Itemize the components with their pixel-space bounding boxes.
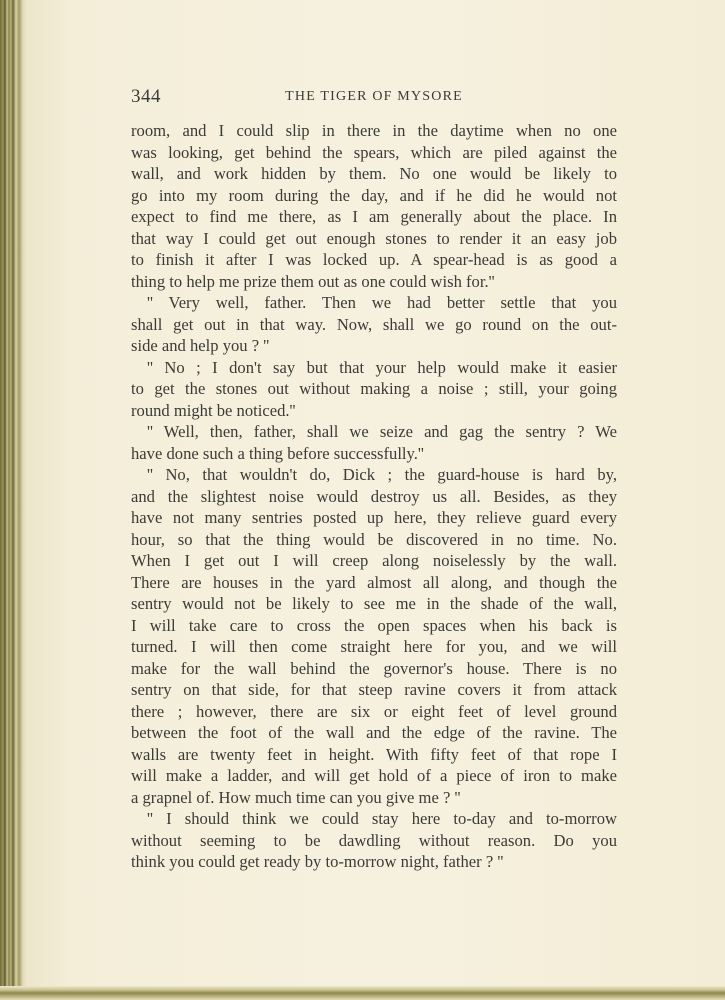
- text-line: sentry would not be likely to see me in the shade of the wall,: [131, 594, 617, 613]
- text-line: between the foot of the wall and the edge of the ravine. The: [131, 723, 617, 742]
- text-line: thing to help me prize them out as one could wish for.'': [131, 271, 495, 291]
- book-spine-edge: [0, 0, 28, 1000]
- page-header: [131, 86, 617, 108]
- text-line: round might be noticed.'': [131, 400, 296, 420]
- text-line: hour, so that the thing would be discovered in no time. No.: [131, 529, 617, 549]
- text-line: to get the stones out without making a noise ; still, your going: [131, 379, 617, 398]
- text-line: go into my room during the day, and if he did he would not: [131, 185, 617, 205]
- text-line: have done such a thing before successfully.'': [131, 443, 424, 463]
- text-line: will make a ladder, and will get hold of a piece of iron to make: [131, 766, 617, 785]
- text-line: that way I could get out enough stones to render it an easy job: [131, 228, 617, 248]
- page-bottom-edge: [0, 986, 725, 1000]
- text-line: wall, and work hidden by them. No one would be likely to: [131, 164, 617, 183]
- text-line: sentry on that side, for that steep ravine covers it from attack: [131, 680, 617, 699]
- text-line: turned. I will then come straight here for you, and we will: [131, 637, 617, 656]
- body-text: [131, 120, 617, 873]
- page-number: 344: [131, 86, 161, 107]
- text-line: '' Well, then, father, shall we seize and gag the sentry ? We: [147, 422, 617, 441]
- text-line: shall get out in that way. Now, shall we go round on the out-: [131, 314, 617, 334]
- text-line: and the slightest noise would destroy us all. Besides, as they: [131, 486, 617, 506]
- text-line: a grapnel of. How much time can you give me ? '': [131, 787, 461, 807]
- text-line: have not many sentries posted up here, they relieve guard every: [131, 508, 617, 527]
- text-line: think you could get ready by to-morrow night, father ? '': [131, 852, 504, 871]
- text-line: There are houses in the yard almost all along, and though the: [131, 572, 617, 592]
- text-line: walls are twenty feet in height. With fifty feet of that rope I: [131, 744, 617, 764]
- text-line: '' No ; I don't say but that your help would make it easier: [147, 357, 617, 377]
- text-line: '' Very well, father. Then we had better settle that you: [147, 293, 617, 312]
- text-line: without seeming to be dawdling without reason. Do you: [131, 830, 617, 850]
- text-line: '' No, that wouldn't do, Dick ; the guard-house is hard by,: [147, 465, 617, 484]
- text-line: make for the wall behind the governor's house. There is no: [131, 658, 617, 678]
- text-line: When I get out I will creep along noiselessly by the wall.: [131, 551, 617, 570]
- text-line: was looking, get behind the spears, which are piled against the: [131, 142, 617, 162]
- text-line: room, and I could slip in there in the daytime when no one: [131, 121, 617, 140]
- text-line: there ; however, there are six or eight feet of level ground: [131, 701, 617, 721]
- text-line: to finish it after I was locked up. A spear-head is as good a: [131, 250, 617, 269]
- text-line: expect to find me there, as I am generally about the place. In: [131, 207, 617, 226]
- text-line: '' I should think we could stay here to-day and to-morrow: [147, 809, 617, 828]
- text-line: side and help you ? '': [131, 336, 270, 355]
- running-head: THE TIGER OF MYSORE: [285, 89, 463, 104]
- text-line: I will take care to cross the open spaces when his back is: [131, 615, 617, 635]
